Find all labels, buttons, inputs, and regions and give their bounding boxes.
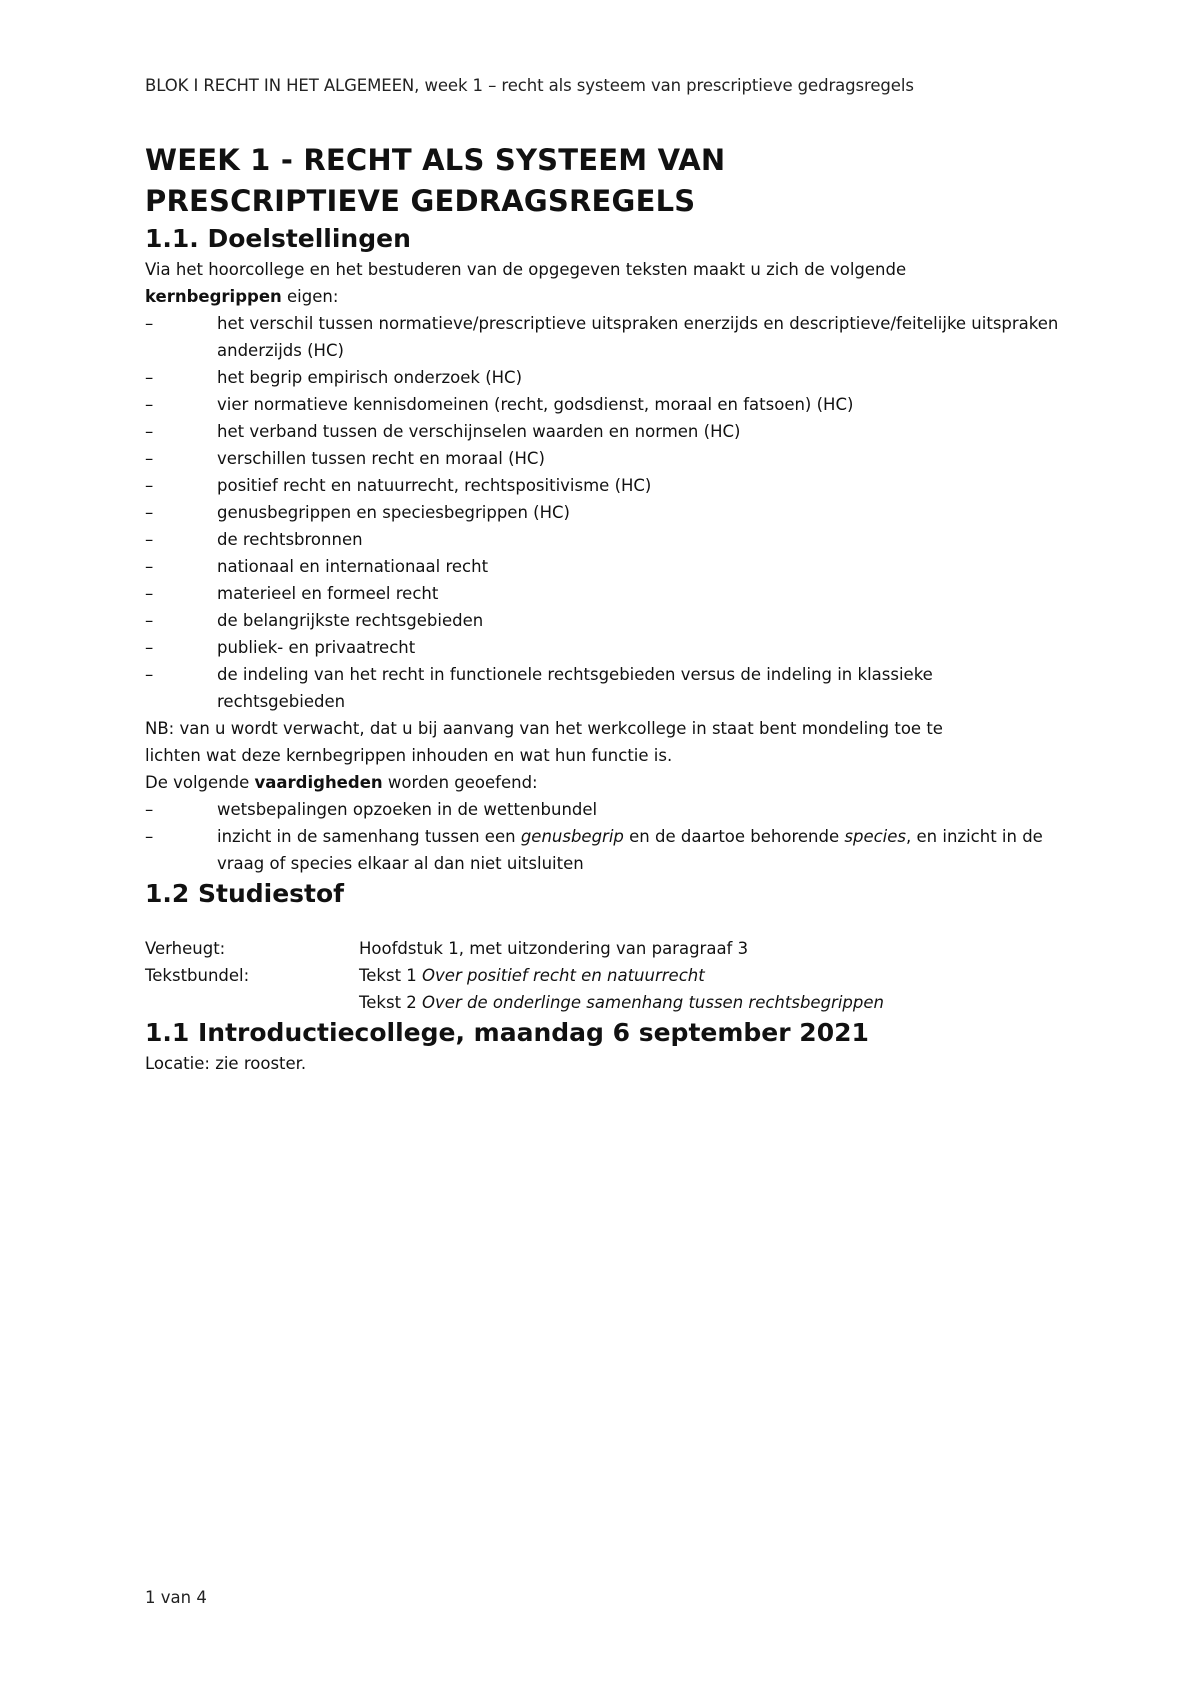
list-item-text: het begrip empirisch onderzoek (HC) [217,368,523,387]
document-body [145,140,1065,1077]
list-item-text: de belangrijkste rechtsgebieden [217,611,484,630]
list-item [145,526,1065,553]
list-item-text: inzicht in de samenhang tussen een [217,827,521,846]
list-item [145,445,1065,472]
studiestof-value: Hoofdstuk 1, met uitzondering van paragraaf 3 [359,939,749,958]
list-item [145,391,1065,418]
dash-bullet: – [145,314,154,333]
skills-text: De volgende [145,773,255,792]
kernbegrippen-list [145,310,1065,715]
list-item [145,796,1065,823]
page-title-line1: WEEK 1 - RECHT ALS SYSTEEM VAN [145,143,726,177]
list-item [145,607,1065,634]
dash-bullet: – [145,449,154,468]
dash-bullet: – [145,422,154,441]
studiestof-table [145,935,1065,1016]
list-item-text: publiek- en privaatrecht [217,638,416,657]
italic-term-genusbegrip: genusbegrip [520,827,624,846]
section-heading-doelstellingen: 1.1. Doelstellingen [145,224,411,253]
text-title: Over de onderlinge samenhang tussen rechtsbegrippen [422,993,884,1012]
dash-bullet: – [145,530,154,549]
section-heading-introductiecollege: 1.1 Introductiecollege, maandag 6 september 2021 [145,1018,869,1047]
list-item [145,472,1065,499]
studiestof-label: Verheugt: [145,939,226,958]
location-text: Locatie: zie rooster. [145,1054,307,1073]
page-number: 1 van 4 [145,1588,207,1607]
list-item [145,310,1065,364]
dash-bullet: – [145,476,154,495]
list-item [145,661,1065,715]
list-item [145,553,1065,580]
intro-text-end: eigen: [281,287,339,306]
text-prefix: Tekst 1 [359,966,423,985]
list-item-text: , en inzicht in de vraag of species elkaar al dan niet uitsluiten [217,827,1043,873]
studiestof-value [359,962,705,989]
nb-paragraph [145,715,1065,769]
text-prefix: Tekst 2 [359,993,423,1012]
studiestof-label: Tekstbundel: [145,966,250,985]
vaardigheden-intro [145,769,1065,796]
list-item-text: positief recht en natuurrecht, rechtspositivisme (HC) [217,476,652,495]
dash-bullet: – [145,638,154,657]
list-item [145,823,1065,877]
list-item [145,634,1065,661]
list-item [145,418,1065,445]
text-title: Over positief recht en natuurrecht [422,966,705,985]
list-item [145,364,1065,391]
list-item-text: de rechtsbronnen [217,530,363,549]
list-item-text: het verschil tussen normatieve/prescriptieve uitspraken enerzijds en descriptieve/feitelijke uitspraken anderzijds (HC) [217,314,1059,360]
studiestof-row [145,989,1065,1016]
list-item-text: het verband tussen de verschijnselen waarden en normen (HC) [217,422,741,441]
dash-bullet: – [145,827,154,846]
list-item [145,499,1065,526]
nb-line-2: lichten wat deze kernbegrippen inhouden en wat hun functie is. [145,746,673,765]
list-item-text: wetsbepalingen opzoeken in de wettenbundel [217,800,598,819]
studiestof-row [145,962,1065,989]
list-item [145,580,1065,607]
page-title-line2: PRESCRIPTIEVE GEDRAGSREGELS [145,184,696,218]
vaardigheden-list [145,796,1065,877]
studiestof-value [359,989,884,1016]
list-item-text: verschillen tussen recht en moraal (HC) [217,449,545,468]
dash-bullet: – [145,368,154,387]
list-item-text: genusbegrippen en speciesbegrippen (HC) [217,503,570,522]
nb-line-1: NB: van u wordt verwacht, dat u bij aanvang van het werkcollege in staat bent mondeling toe te [145,719,943,738]
list-item-text: de indeling van het recht in functionele rechtsgebieden versus de indeling in klassieke rechtsgebieden [217,665,933,711]
list-item-text: materieel en formeel recht [217,584,439,603]
dash-bullet: – [145,503,154,522]
running-header: BLOK I RECHT IN HET ALGEMEEN, week 1 – recht als systeem van prescriptieve gedragsregels [145,76,914,95]
studiestof-label-empty [145,989,359,1016]
page-title [145,140,1065,222]
dash-bullet: – [145,800,154,819]
intro-text: Via het hoorcollege en het bestuderen van de opgegeven teksten maakt u zich de volgende [145,260,907,279]
intro-bold-term: kernbegrippen [145,287,282,306]
dash-bullet: – [145,584,154,603]
skills-text-end: worden geoefend: [382,773,538,792]
section-heading-studiestof: 1.2 Studiestof [145,879,345,908]
dash-bullet: – [145,611,154,630]
studiestof-row [145,935,1065,962]
dash-bullet: – [145,557,154,576]
italic-term-species: species [844,827,907,846]
list-item-text: nationaal en internationaal recht [217,557,489,576]
dash-bullet: – [145,665,154,684]
dash-bullet: – [145,395,154,414]
doelstellingen-intro [145,256,1065,310]
list-item-text: en de daartoe behorende [623,827,845,846]
skills-bold-term: vaardigheden [254,773,383,792]
list-item-text: vier normatieve kennisdomeinen (recht, godsdienst, moraal en fatsoen) (HC) [217,395,854,414]
